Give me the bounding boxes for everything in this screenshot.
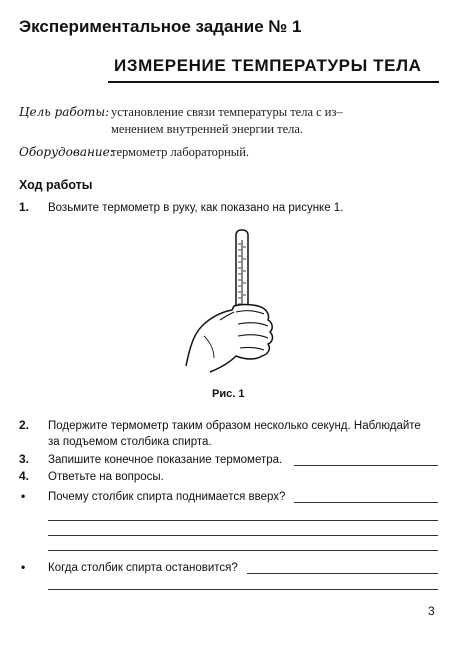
- answer-line-step-3[interactable]: [294, 465, 438, 466]
- answer-line-question-1[interactable]: [48, 550, 438, 551]
- step-4-number: 4.: [19, 469, 30, 483]
- goal-text-line1: установление связи температуры тела с из–: [111, 105, 343, 119]
- step-1-text: Возьмите термометр в руку, как показано на рисунке 1.: [48, 202, 344, 214]
- goal-label: Цель работы:: [19, 105, 110, 119]
- answer-line-question-2[interactable]: [48, 589, 438, 590]
- step-4-text: Ответьте на вопросы.: [48, 471, 164, 483]
- question-1-text: Почему столбик спирта поднимается вверх?: [48, 491, 286, 503]
- question-2-bullet: •: [21, 560, 26, 574]
- answer-line-question-1[interactable]: [48, 535, 438, 536]
- figure-hand-thermometer: [180, 226, 280, 376]
- topic-title: ИЗМЕРЕНИЕ ТЕМПЕРАТУРЫ ТЕЛА: [114, 56, 422, 75]
- step-1-number: 1.: [19, 200, 30, 214]
- equipment-label: Оборудование:: [19, 145, 114, 159]
- step-2-text-line2: за подъемом столбика спирта.: [48, 436, 212, 448]
- title-underline: [108, 81, 439, 83]
- hand-thermometer-icon: [180, 226, 280, 376]
- answer-line-question-1[interactable]: [48, 520, 438, 521]
- step-2-number: 2.: [19, 418, 30, 432]
- worksheet-header: Экспериментальное задание № 1: [19, 17, 302, 36]
- answer-line-question-1[interactable]: [294, 502, 438, 503]
- step-3-text: Запишите конечное показание термометра.: [48, 454, 283, 466]
- step-3-number: 3.: [19, 452, 30, 466]
- procedure-heading: Ход работы: [19, 178, 93, 192]
- step-2-text-line1: Подержите термометр таким образом несколько секунд. Наблюдайте: [48, 420, 421, 432]
- goal-text-line2: менением внутренней энергии тела.: [111, 122, 304, 136]
- page-number: 3: [428, 604, 435, 618]
- figure-caption: Рис. 1: [212, 388, 245, 400]
- question-2-text: Когда столбик спирта остановится?: [48, 562, 238, 574]
- question-1-bullet: •: [21, 489, 26, 503]
- equipment-text: термометр лабораторный.: [111, 145, 250, 159]
- answer-line-question-2[interactable]: [247, 573, 438, 574]
